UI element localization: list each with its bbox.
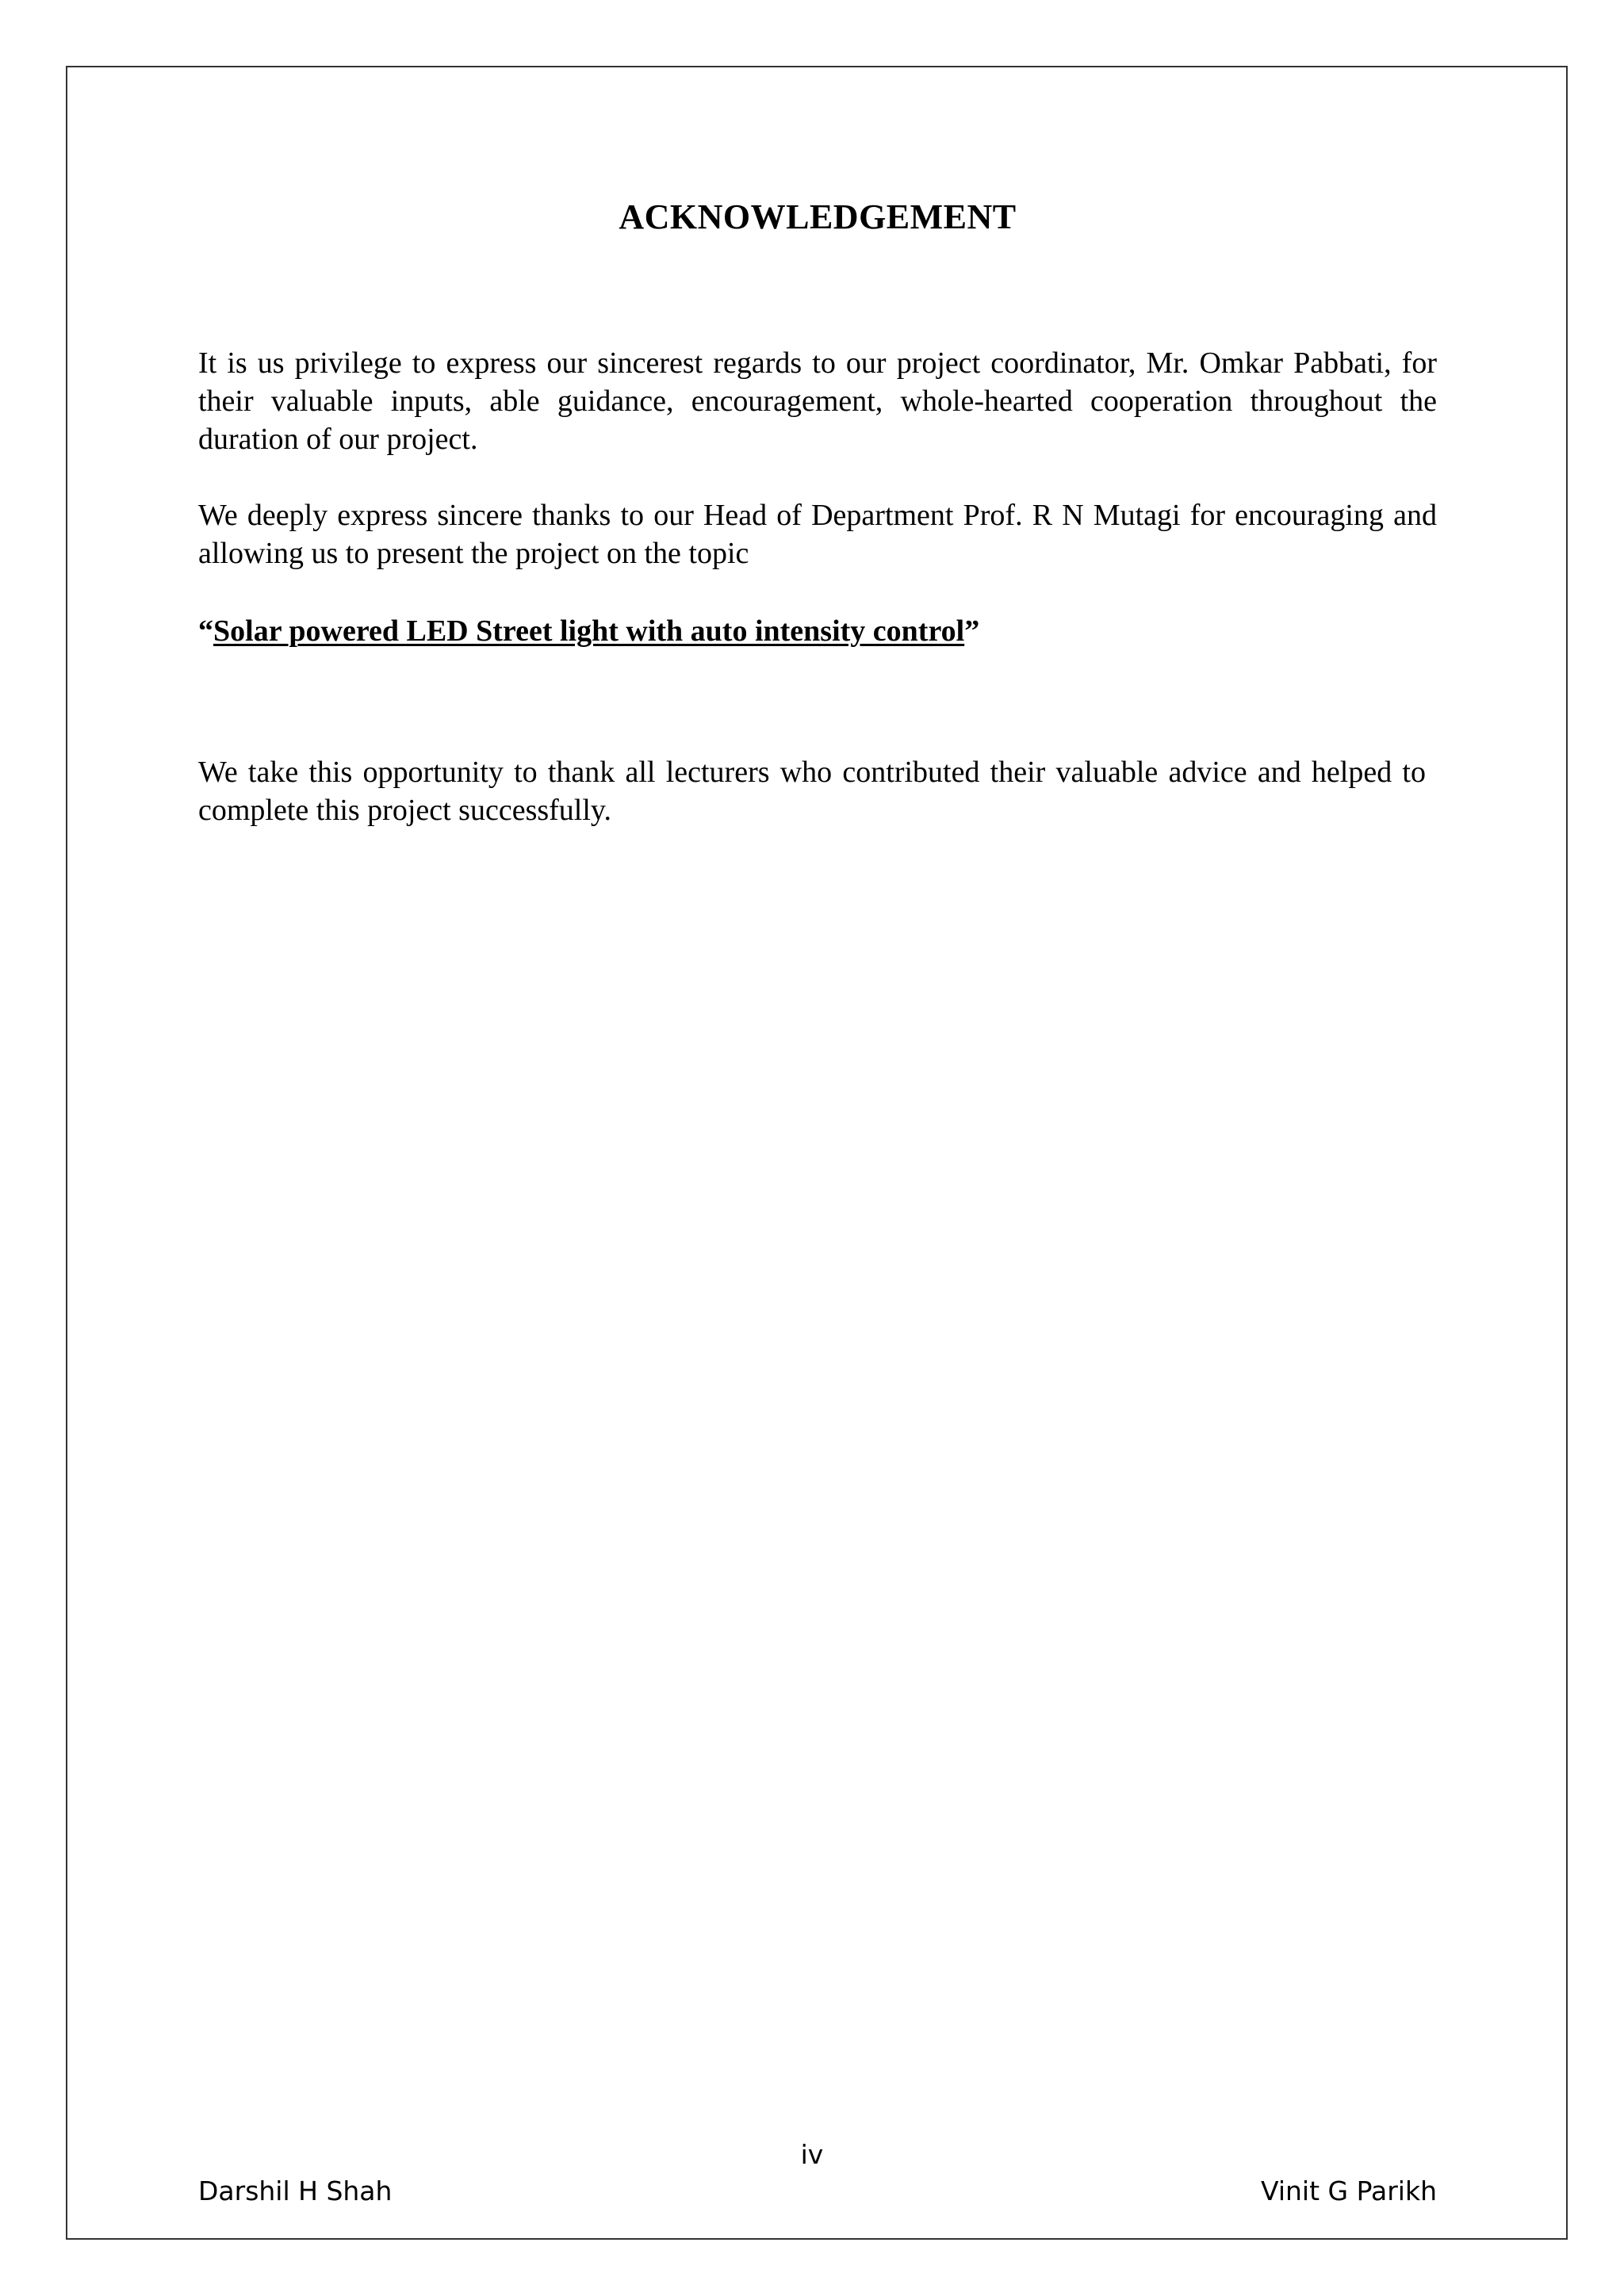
page-title: ACKNOWLEDGEMENT (619, 197, 1017, 236)
topic-open-quote: “ (198, 614, 213, 648)
paragraph-hod-thanks: We deeply express sincere thanks to our Head of Department Prof. R N Mutagi for encouraging and allowing us to present the project on the topic (198, 499, 1437, 570)
paragraph-lecturers-thanks: We take this opportunity to thank all lecturers who contributed their valuable advice and helped to complete this project successfully. (198, 756, 1426, 827)
footer-author-left: Darshil H Shah (198, 2175, 393, 2206)
footer-author-right: Vinit G Parikh (1261, 2175, 1437, 2206)
topic-title: Solar powered LED Street light with auto intensity control (213, 614, 965, 648)
page-number: iv (800, 2139, 824, 2170)
topic-close-quote: ” (964, 614, 980, 648)
paragraph-coordinator-thanks: It is us privilege to express our sincerest regards to our project coordinator, Mr. Omkar Pabbati, for their valuable inputs, able guidance, encouragement, whole-hearted cooperation throughout the duration of our project. (198, 346, 1437, 456)
project-topic (198, 612, 979, 650)
